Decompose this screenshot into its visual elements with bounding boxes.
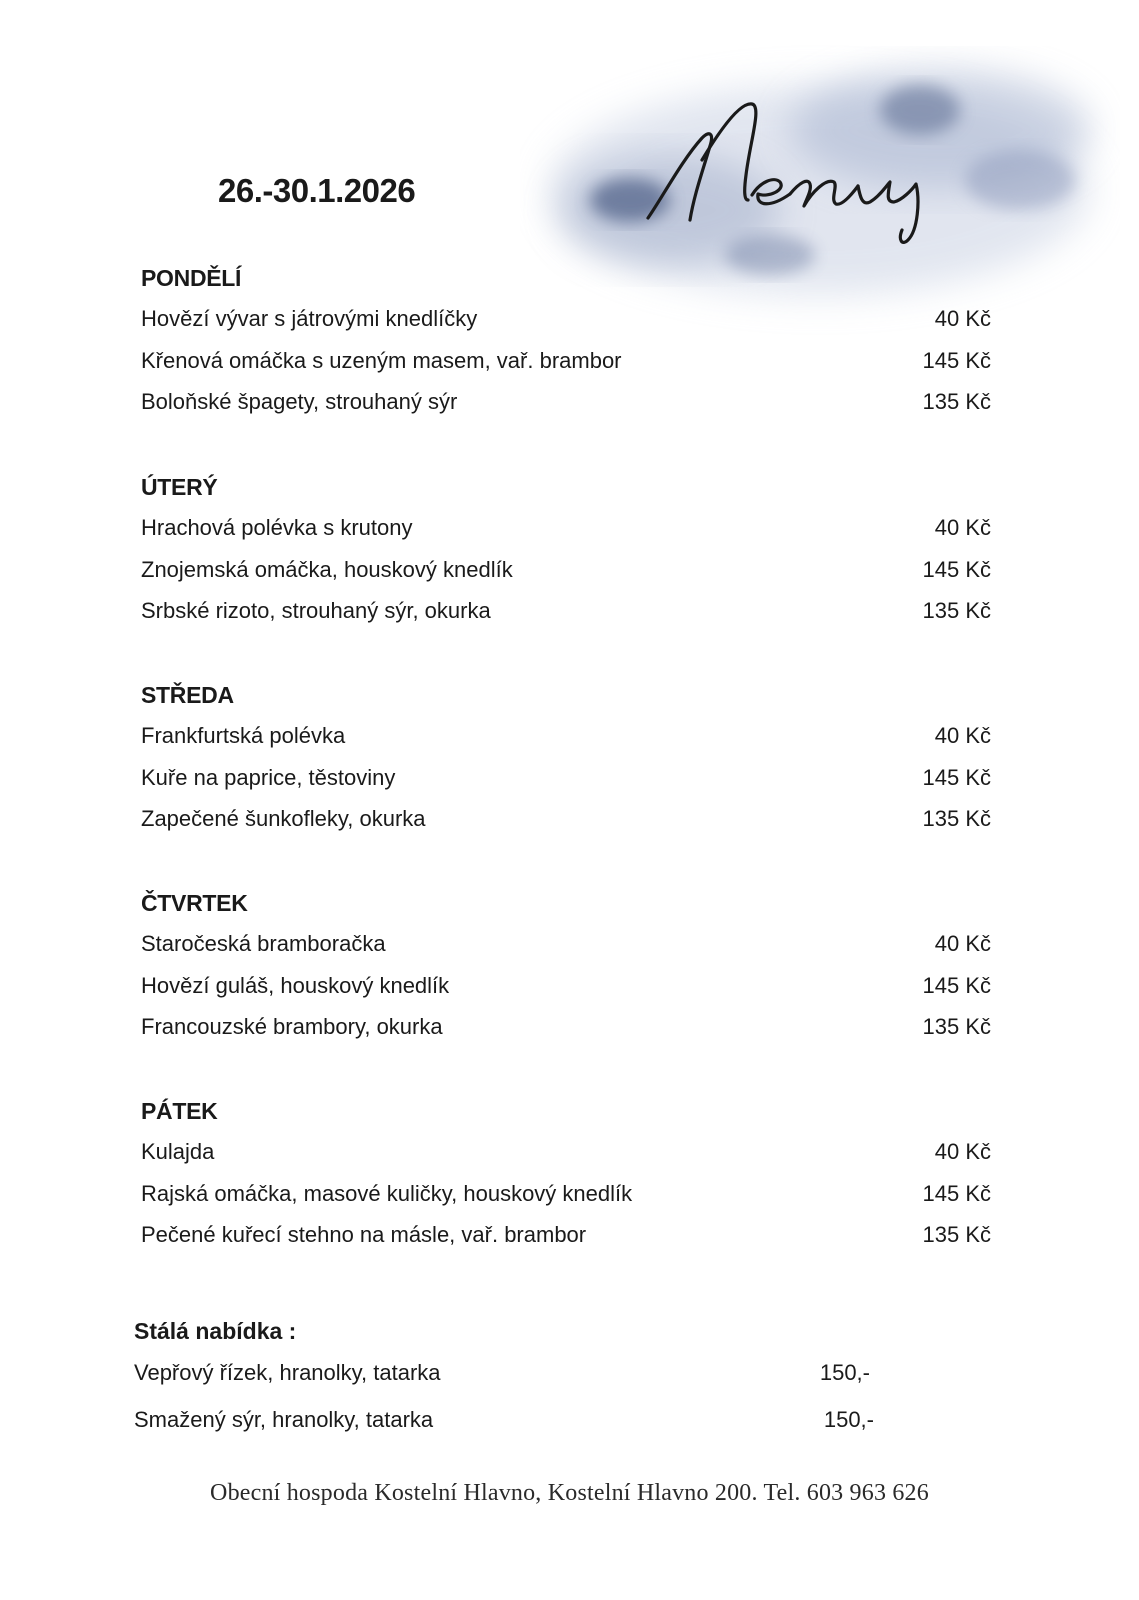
dish-name: Kulajda xyxy=(141,1139,215,1164)
menu-item xyxy=(141,715,991,757)
dish-name: Zapečené šunkofleky, okurka xyxy=(141,806,426,831)
dish-price: 145 Kč xyxy=(922,972,991,998)
menu-item xyxy=(141,549,991,591)
dish-price: 145 Kč xyxy=(922,1180,991,1206)
dish-price: 40 Kč xyxy=(934,1139,991,1164)
dish-price: 145 Kč xyxy=(922,764,991,790)
dish-price: 135 Kč xyxy=(922,598,991,623)
day-wednesday xyxy=(141,675,991,840)
dish-name: Smažený sýr, hranolky, tatarka xyxy=(134,1407,434,1432)
day-title: STŘEDA xyxy=(141,682,234,708)
dish-price: 40 Kč xyxy=(934,931,991,956)
day-title: PONDĚLÍ xyxy=(141,265,242,291)
dish-price: 150,- xyxy=(823,1407,874,1432)
menu-item xyxy=(141,798,991,840)
dish-name: Hovězí guláš, houskový knedlík xyxy=(141,972,450,998)
menu-item xyxy=(141,1131,991,1173)
day-friday xyxy=(141,1091,991,1256)
dish-name: Rajská omáčka, masové kuličky, houskový knedlík xyxy=(141,1180,633,1206)
menu-item xyxy=(134,1396,874,1443)
menu-item xyxy=(141,1006,991,1048)
dish-price: 135 Kč xyxy=(922,389,991,414)
dish-price: 145 Kč xyxy=(922,556,991,582)
dish-price: 150,- xyxy=(819,1360,870,1385)
menu-item xyxy=(141,1173,991,1215)
dish-name: Srbské rizoto, strouhaný sýr, okurka xyxy=(141,598,491,623)
dish-price: 40 Kč xyxy=(934,306,991,331)
dish-name: Frankfurtská polévka xyxy=(141,723,346,748)
menu-item xyxy=(141,965,991,1007)
dish-price: 135 Kč xyxy=(922,806,991,831)
menu-item xyxy=(134,1349,874,1396)
menu-item xyxy=(141,381,991,423)
dish-price: 40 Kč xyxy=(934,723,991,748)
standing-offer-title: Stálá nabídka : xyxy=(134,1318,297,1344)
dish-price: 135 Kč xyxy=(922,1222,991,1247)
menu-item xyxy=(141,757,991,799)
day-monday xyxy=(141,258,991,423)
menu-item xyxy=(141,590,991,632)
dish-name: Pečené kuřecí stehno na másle, vař. brambor xyxy=(141,1222,587,1247)
dish-name: Boloňské špagety, strouhaný sýr xyxy=(141,389,458,414)
dish-name: Staročeská bramboračka xyxy=(141,931,386,956)
menu-item xyxy=(141,340,991,382)
menu-item xyxy=(141,298,991,340)
dish-price: 40 Kč xyxy=(934,515,991,540)
day-thursday xyxy=(141,883,991,1048)
dish-name: Hrachová polévka s krutony xyxy=(141,515,413,540)
day-title: ČTVRTEK xyxy=(141,890,248,916)
menu-script-logo xyxy=(640,90,970,260)
dish-price: 135 Kč xyxy=(922,1014,991,1039)
day-title: PÁTEK xyxy=(141,1098,218,1124)
menu-item xyxy=(141,923,991,965)
dish-name: Křenová omáčka s uzeným masem, vař. brambor xyxy=(141,347,622,373)
menu-item xyxy=(141,507,991,549)
dish-name: Vepřový řízek, hranolky, tatarka xyxy=(134,1360,441,1385)
dish-name: Kuře na paprice, těstoviny xyxy=(141,764,396,790)
menu-item xyxy=(141,1214,991,1256)
standing-offer xyxy=(134,1313,874,1443)
dish-name: Francouzské brambory, okurka xyxy=(141,1014,443,1039)
dish-price: 145 Kč xyxy=(922,347,991,373)
dish-name: Znojemská omáčka, houskový knedlík xyxy=(141,556,513,582)
date-range: 26.-30.1.2026 xyxy=(218,172,416,209)
dish-name: Hovězí vývar s játrovými knedlíčky xyxy=(141,306,478,331)
footer-address: Obecní hospoda Kostelní Hlavno, Kostelní Hlavno 200. Tel. 603 963 626 xyxy=(210,1480,929,1506)
day-tuesday xyxy=(141,467,991,632)
day-title: ÚTERÝ xyxy=(141,474,218,500)
